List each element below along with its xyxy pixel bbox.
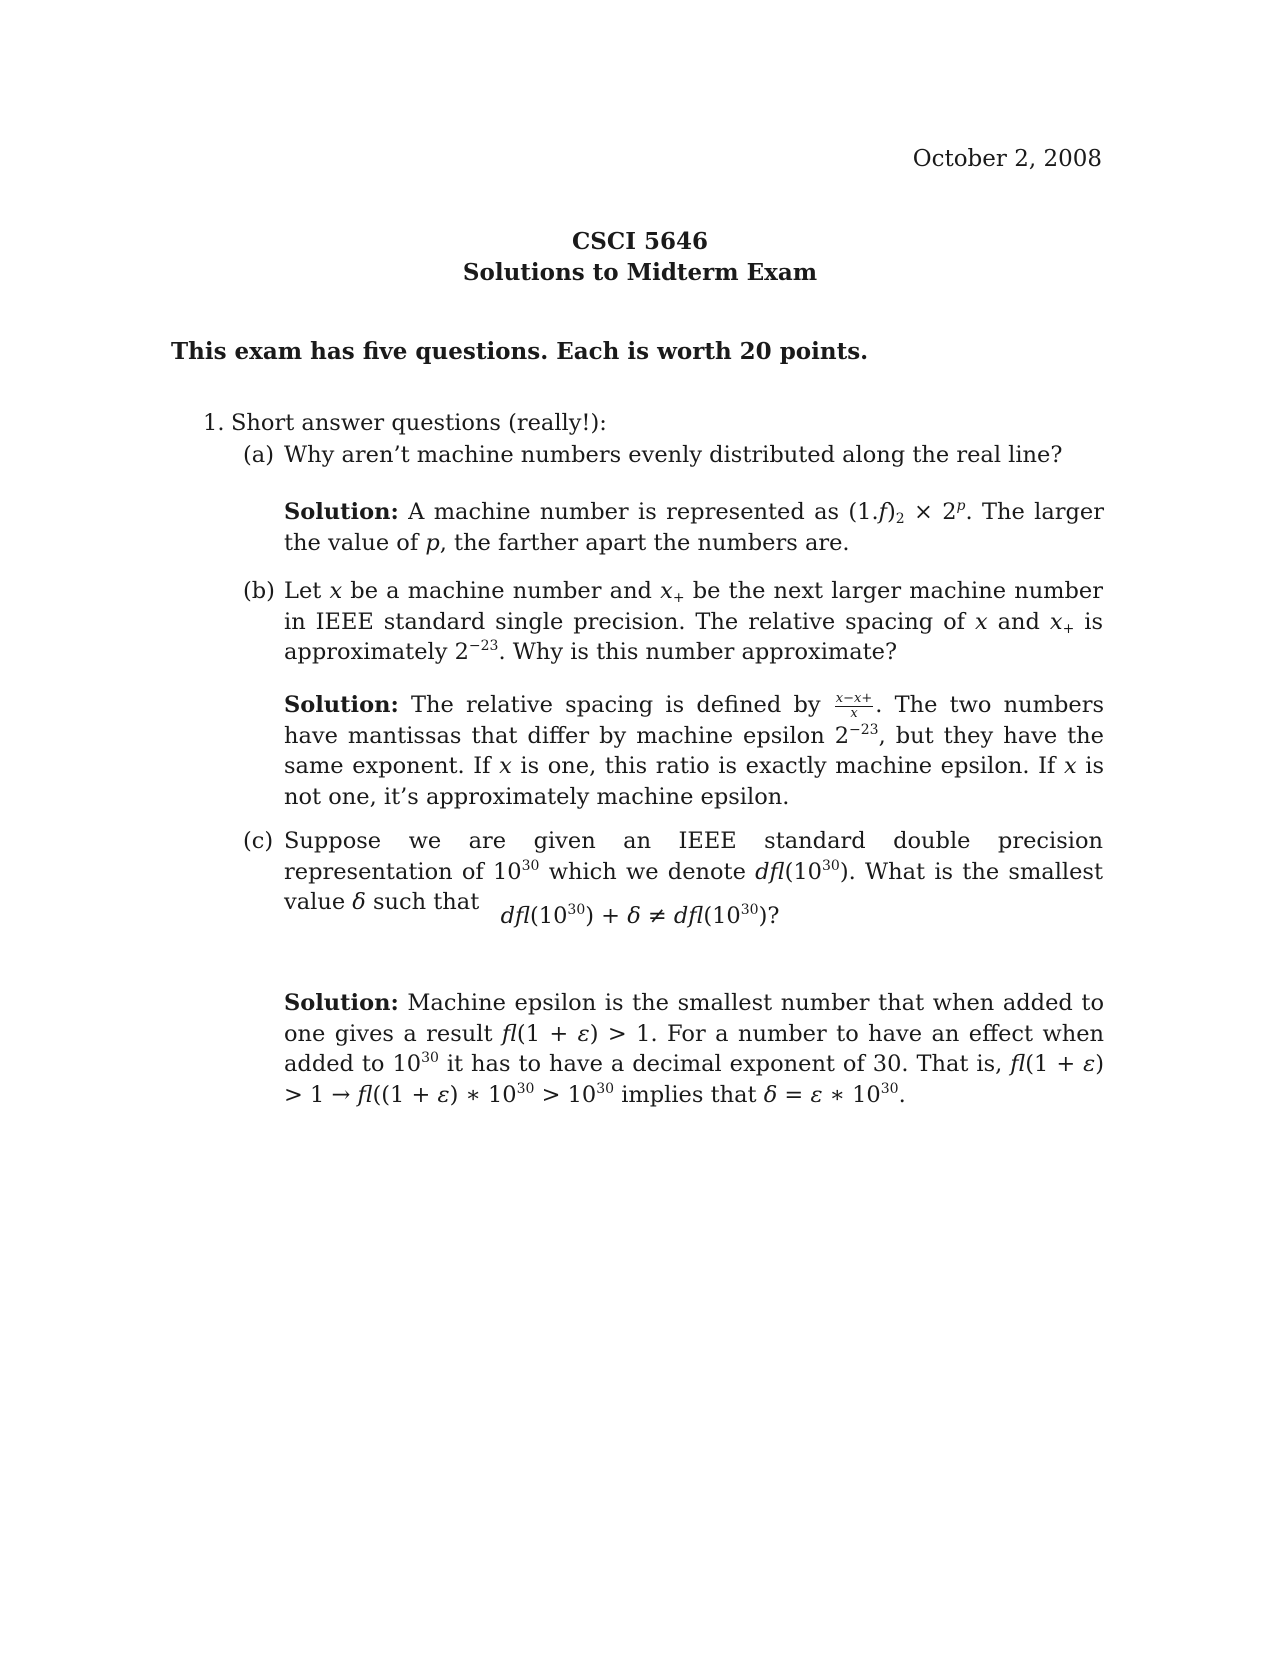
part-label: (c) (243, 828, 274, 854)
solution-b: Solution: The relative spacing is defined by $\frac{x-x+}{x}$ . The two numbers have mantissas that differ by machine epsilon $2^{-23}$, but they have the same exponent. If x is one, this ratio is exactly machine epsilon. If x is not one, it’s approximately machine epsilon. (284, 690, 1104, 810)
part-b (243, 576, 1103, 668)
course-code: CSCI 5646 (571, 228, 708, 255)
part-question: Why aren’t machine numbers evenly distributed along the real line? (284, 442, 1063, 468)
display-equation: $dfl(10^{30}) + \delta \ne dfl(10^{30})$? (500, 902, 780, 929)
solution-a: Solution: A machine number is represented as $(1.f)_2 \times 2^p$. The larger the value of p, the farther apart the numbers are. (284, 498, 1104, 556)
page-title (0, 226, 1280, 288)
part-a (243, 440, 1103, 471)
document-subtitle: Solutions to Midterm Exam (462, 259, 818, 286)
solution-c: Solution: Machine epsilon is the smallest number that when added to one gives a result fl(1 + ε) > 1. For a number to have an effect when added to $10^{30}$ it has to have a decimal exponent of 30. That is, fl(1 + ε) > 1 → fl((1 + ε) ∗ $10^{30} > 10^{30}$ implies that δ = ε ∗ $10^{30}$. (284, 990, 1104, 1108)
question-number: 1. (203, 410, 225, 436)
fraction: $\frac{x-x+}{x}$ (835, 690, 873, 721)
part-label: (b) (243, 578, 275, 604)
solution-label: Solution: (284, 692, 399, 718)
part-question: Suppose we are given an IEEE standard double precision representation of $10^{30}$ which we denote $dfl(10^{30})$. What is the smallest value δ such that (284, 828, 1103, 915)
part-question: Let x be a machine number and $x_+$ be the next larger machine number in IEEE standard single precision. The relative spacing of x and $x_+$ is approximately $2^{-23}$. Why is this number approximate? (284, 578, 1103, 665)
exam-instructions: This exam has five questions. Each is worth 20 points. (171, 338, 869, 365)
solution-label: Solution: (284, 499, 399, 525)
solution-label: Solution: (284, 990, 399, 1016)
part-label: (a) (243, 442, 274, 468)
exam-date: October 2, 2008 (912, 146, 1102, 172)
question-text: Short answer questions (really!): (231, 410, 607, 436)
